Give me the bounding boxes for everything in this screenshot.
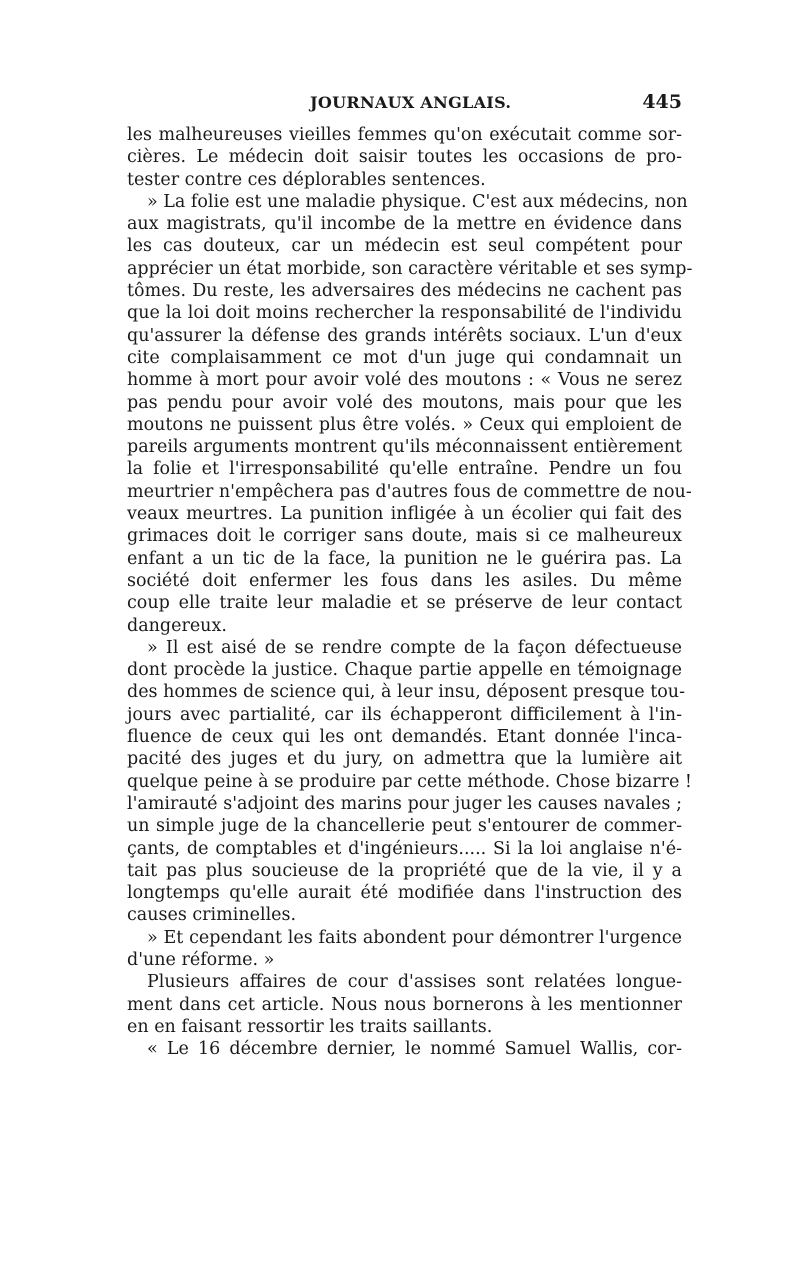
text-line: jours avec partialité, car ils échapperont difficilement à l'in- xyxy=(127,704,682,725)
text-line: la folie et l'irresponsabilité qu'elle entraîne. Pendre un fou xyxy=(127,459,682,480)
text-line: cières. Le médecin doit saisir toutes les occasions de pro- xyxy=(127,147,682,168)
text-line: » Il est aisé de se rendre compte de la façon défectueuse xyxy=(147,637,682,658)
running-header xyxy=(127,93,682,121)
text-line: ment dans cet article. Nous nous bornerons à les mentionner xyxy=(127,994,682,1015)
text-line: quelque peine à se produire par cette méthode. Chose bizarre ! xyxy=(127,771,692,792)
text-line: cite complaisamment ce mot d'un juge qui condamnait un xyxy=(127,347,682,368)
text-line: pareils arguments montrent qu'ils méconnaissent entièrement xyxy=(127,437,682,458)
text-line: pas pendu pour avoir volé des moutons, mais pour que les xyxy=(127,392,682,413)
text-line: » La folie est une maladie physique. C'est aux médecins, non xyxy=(147,191,688,212)
text-line: causes criminelles. xyxy=(127,905,297,926)
body-text xyxy=(127,124,693,1060)
text-line: tester contre ces déplorables sentences. xyxy=(127,169,486,190)
text-line: des hommes de science qui, à leur insu, déposent presque tou- xyxy=(127,682,685,703)
text-line: longtemps qu'elle aurait été modifiée dans l'instruction des xyxy=(127,883,682,904)
text-line: dont procède la justice. Chaque partie appelle en témoignage xyxy=(127,660,682,681)
text-line: dangereux. xyxy=(127,615,227,636)
text-line: que la loi doit moins rechercher la responsabilité de l'individu xyxy=(127,303,682,324)
text-line: les malheureuses vieilles femmes qu'on exécutait comme sor- xyxy=(127,125,682,145)
text-line: tait pas plus soucieuse de la propriété que de la vie, il y a xyxy=(127,860,682,881)
text-line: fluence de ceux qui les ont demandés. Etant donnée l'inca- xyxy=(127,727,682,748)
text-line: aux magistrats, qu'il incombe de la mettre en évidence dans xyxy=(127,214,682,235)
text-line: çants, de comptables et d'ingénieurs..... Si la loi anglaise n'é- xyxy=(127,838,682,859)
text-line: homme à mort pour avoir volé des moutons : « Vous ne serez xyxy=(127,370,682,391)
text-line: grimaces doit le corriger sans doute, mais si ce malheureux xyxy=(127,526,682,547)
running-title: JOURNAUX ANGLAIS. xyxy=(310,93,512,112)
text-line: coup elle traite leur maladie et se préserve de leur contact xyxy=(127,593,682,614)
text-line: meurtrier n'empêchera pas d'autres fous de commettre de nou- xyxy=(127,481,692,502)
text-line: enfant a un tic de la face, la punition ne le guérira pas. La xyxy=(127,548,682,569)
text-line: « Le 16 décembre dernier, le nommé Samuel Wallis, cor- xyxy=(147,1039,682,1060)
text-line: un simple juge de la chancellerie peut s'entourer de commer- xyxy=(127,816,682,837)
text-line: Plusieurs affaires de cour d'assises sont relatées longue- xyxy=(147,972,682,993)
page-number: 445 xyxy=(642,91,682,113)
text-line: société doit enfermer les fous dans les asiles. Du même xyxy=(127,570,682,591)
text-line: apprécier un état morbide, son caractère véritable et ses symp- xyxy=(127,258,693,279)
text-line: les cas douteux, car un médecin est seul compétent pour xyxy=(127,236,682,257)
text-line: » Et cependant les faits abondent pour démontrer l'urgence xyxy=(147,927,682,948)
text-line: tômes. Du reste, les adversaires des médecins ne cachent pas xyxy=(127,281,682,302)
text-line: en en faisant ressortir les traits saillants. xyxy=(127,1016,493,1037)
text-line: pacité des juges et du jury, on admettra que la lumière ait xyxy=(127,749,682,770)
text-line: l'amirauté s'adjoint des marins pour juger les causes navales ; xyxy=(127,793,682,814)
text-line: d'une réforme. » xyxy=(127,949,275,970)
text-line: moutons ne puissent plus être volés. » Ceux qui emploient de xyxy=(127,414,682,435)
text-line: veaux meurtres. La punition infligée à un écolier qui fait des xyxy=(127,504,682,525)
text-line: qu'assurer la défense des grands intérêts sociaux. L'un d'eux xyxy=(127,325,682,346)
